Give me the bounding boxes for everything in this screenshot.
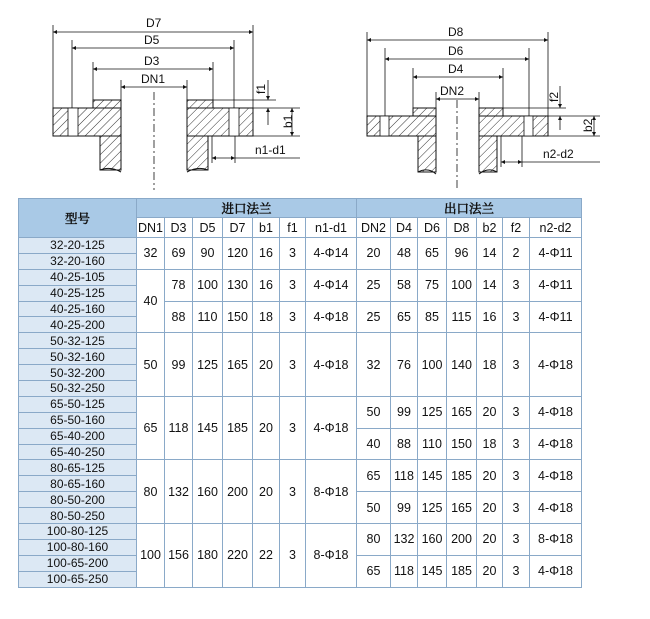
value-cell: 8-Φ18	[306, 524, 357, 588]
value-cell: 3	[503, 396, 530, 428]
model-cell: 100-80-160	[19, 539, 137, 555]
value-cell: 110	[193, 301, 223, 333]
value-cell: 4-Φ18	[306, 301, 357, 333]
value-cell: 3	[280, 396, 306, 460]
value-cell: 78	[165, 269, 193, 301]
model-cell: 65-50-160	[19, 412, 137, 428]
dim-label-d3: D3	[144, 54, 160, 68]
col-header: f2	[503, 218, 530, 238]
model-cell: 50-32-200	[19, 365, 137, 381]
value-cell: 2	[503, 238, 530, 270]
model-cell: 40-25-200	[19, 317, 137, 333]
value-cell: 48	[391, 238, 418, 270]
value-cell: 32	[137, 238, 165, 270]
value-cell: 185	[447, 460, 477, 492]
inlet-flange-header: 进口法兰	[137, 199, 357, 218]
value-cell: 20	[477, 492, 503, 524]
value-cell: 4-Φ18	[530, 428, 582, 460]
value-cell: 3	[503, 492, 530, 524]
value-cell: 4-Φ18	[306, 396, 357, 460]
value-cell: 8-Φ18	[306, 460, 357, 524]
dim-label-dn1: DN1	[141, 72, 166, 86]
value-cell: 16	[253, 238, 280, 270]
value-cell: 145	[418, 460, 447, 492]
value-cell: 99	[391, 492, 418, 524]
value-cell: 20	[357, 238, 391, 270]
value-cell: 20	[477, 396, 503, 428]
value-cell: 65	[391, 301, 418, 333]
value-cell: 40	[137, 269, 165, 333]
model-cell: 65-40-200	[19, 428, 137, 444]
col-header: DN2	[357, 218, 391, 238]
value-cell: 99	[165, 333, 193, 397]
col-header: f1	[280, 218, 306, 238]
value-cell: 4-Φ18	[306, 333, 357, 397]
value-cell: 200	[447, 524, 477, 556]
col-header: D5	[193, 218, 223, 238]
value-cell: 3	[280, 333, 306, 397]
model-cell: 80-65-160	[19, 476, 137, 492]
dim-label-d8: D8	[448, 25, 464, 39]
value-cell: 3	[503, 524, 530, 556]
value-cell: 8-Φ18	[530, 524, 582, 556]
value-cell: 20	[477, 524, 503, 556]
value-cell: 100	[447, 269, 477, 301]
model-cell: 100-65-250	[19, 571, 137, 587]
value-cell: 4-Φ14	[306, 269, 357, 301]
value-cell: 65	[357, 555, 391, 587]
model-cell: 50-32-125	[19, 333, 137, 349]
model-cell: 40-25-160	[19, 301, 137, 317]
value-cell: 115	[447, 301, 477, 333]
value-cell: 65	[418, 238, 447, 270]
value-cell: 165	[447, 492, 477, 524]
value-cell: 4-Φ18	[530, 555, 582, 587]
model-cell: 80-50-250	[19, 508, 137, 524]
value-cell: 4-Φ14	[306, 238, 357, 270]
value-cell: 156	[165, 524, 193, 588]
col-header: D7	[223, 218, 253, 238]
dim-label-f1: f1	[254, 83, 268, 94]
col-header: n1-d1	[306, 218, 357, 238]
value-cell: 145	[418, 555, 447, 587]
value-cell: 130	[223, 269, 253, 301]
model-cell: 80-65-125	[19, 460, 137, 476]
model-cell: 100-65-200	[19, 555, 137, 571]
value-cell: 100	[418, 333, 447, 397]
value-cell: 3	[280, 460, 306, 524]
value-cell: 3	[280, 524, 306, 588]
dim-label-d5: D5	[144, 33, 160, 47]
value-cell: 120	[223, 238, 253, 270]
col-header: b1	[253, 218, 280, 238]
value-cell: 3	[503, 460, 530, 492]
value-cell: 20	[253, 333, 280, 397]
col-header: D4	[391, 218, 418, 238]
value-cell: 4-Φ18	[530, 492, 582, 524]
value-cell: 200	[223, 460, 253, 524]
model-cell: 100-80-125	[19, 524, 137, 540]
value-cell: 65	[137, 396, 165, 460]
dim-label-n2-d2: n2-d2	[543, 147, 574, 161]
value-cell: 160	[193, 460, 223, 524]
value-cell: 80	[137, 460, 165, 524]
value-cell: 118	[391, 460, 418, 492]
col-header: D8	[447, 218, 477, 238]
value-cell: 4-Φ11	[530, 301, 582, 333]
value-cell: 3	[503, 333, 530, 397]
value-cell: 100	[193, 269, 223, 301]
value-cell: 150	[447, 428, 477, 460]
value-cell: 16	[477, 301, 503, 333]
value-cell: 50	[357, 492, 391, 524]
value-cell: 185	[447, 555, 477, 587]
value-cell: 75	[418, 269, 447, 301]
value-cell: 69	[165, 238, 193, 270]
dim-label-n1-d1: n1-d1	[255, 143, 286, 157]
model-cell: 32-20-125	[19, 238, 137, 254]
value-cell: 65	[357, 460, 391, 492]
value-cell: 165	[223, 333, 253, 397]
value-cell: 96	[447, 238, 477, 270]
value-cell: 18	[477, 428, 503, 460]
value-cell: 4-Φ18	[530, 333, 582, 397]
model-cell: 40-25-105	[19, 269, 137, 285]
model-cell: 50-32-160	[19, 349, 137, 365]
flange-spec-table	[18, 198, 582, 588]
col-header: D6	[418, 218, 447, 238]
value-cell: 160	[418, 524, 447, 556]
table-row	[19, 524, 582, 540]
model-cell: 32-20-160	[19, 253, 137, 269]
value-cell: 20	[253, 396, 280, 460]
value-cell: 76	[391, 333, 418, 397]
table-row	[19, 333, 582, 349]
col-header: n2-d2	[530, 218, 582, 238]
value-cell: 4-Φ18	[530, 396, 582, 428]
table-row	[19, 301, 582, 317]
model-cell: 50-32-250	[19, 381, 137, 397]
value-cell: 18	[477, 333, 503, 397]
table-row	[19, 460, 582, 476]
value-cell: 32	[357, 333, 391, 397]
value-cell: 4-Φ18	[530, 460, 582, 492]
col-header: b2	[477, 218, 503, 238]
dim-label-dn2: DN2	[440, 84, 465, 98]
dim-label-b2: b2	[581, 118, 595, 132]
value-cell: 125	[418, 396, 447, 428]
outlet-flange-drawing	[367, 25, 600, 190]
value-cell: 118	[391, 555, 418, 587]
value-cell: 22	[253, 524, 280, 588]
outlet-flange-header: 出口法兰	[357, 199, 582, 218]
dim-label-b1: b1	[281, 114, 295, 128]
model-cell: 65-40-250	[19, 444, 137, 460]
value-cell: 132	[165, 460, 193, 524]
value-cell: 132	[391, 524, 418, 556]
value-cell: 18	[253, 301, 280, 333]
value-cell: 185	[223, 396, 253, 460]
value-cell: 180	[193, 524, 223, 588]
value-cell: 150	[223, 301, 253, 333]
value-cell: 40	[357, 428, 391, 460]
value-cell: 25	[357, 301, 391, 333]
value-cell: 140	[447, 333, 477, 397]
value-cell: 85	[418, 301, 447, 333]
flange-drawings	[0, 0, 650, 195]
value-cell: 99	[391, 396, 418, 428]
model-cell: 80-50-200	[19, 492, 137, 508]
value-cell: 118	[165, 396, 193, 460]
model-cell: 65-50-125	[19, 396, 137, 412]
col-header: D3	[165, 218, 193, 238]
value-cell: 14	[477, 238, 503, 270]
value-cell: 58	[391, 269, 418, 301]
value-cell: 3	[280, 301, 306, 333]
value-cell: 16	[253, 269, 280, 301]
value-cell: 4-Φ11	[530, 238, 582, 270]
value-cell: 125	[193, 333, 223, 397]
value-cell: 165	[447, 396, 477, 428]
dim-label-d7: D7	[146, 16, 162, 30]
value-cell: 90	[193, 238, 223, 270]
value-cell: 20	[477, 460, 503, 492]
value-cell: 14	[477, 269, 503, 301]
value-cell: 25	[357, 269, 391, 301]
value-cell: 20	[477, 555, 503, 587]
value-cell: 50	[357, 396, 391, 428]
value-cell: 4-Φ11	[530, 269, 582, 301]
dim-label-d6: D6	[448, 44, 464, 58]
value-cell: 50	[137, 333, 165, 397]
value-cell: 3	[280, 238, 306, 270]
table-row	[19, 396, 582, 412]
value-cell: 3	[503, 301, 530, 333]
inlet-flange-drawing	[53, 16, 300, 190]
value-cell: 220	[223, 524, 253, 588]
value-cell: 145	[193, 396, 223, 460]
value-cell: 110	[418, 428, 447, 460]
value-cell: 20	[253, 460, 280, 524]
model-header: 型号	[19, 199, 137, 238]
table-row	[19, 238, 582, 254]
value-cell: 100	[137, 524, 165, 588]
value-cell: 3	[280, 269, 306, 301]
value-cell: 88	[165, 301, 193, 333]
value-cell: 3	[503, 555, 530, 587]
value-cell: 125	[418, 492, 447, 524]
value-cell: 80	[357, 524, 391, 556]
model-cell: 40-25-125	[19, 285, 137, 301]
value-cell: 88	[391, 428, 418, 460]
value-cell: 3	[503, 428, 530, 460]
col-header: DN1	[137, 218, 165, 238]
value-cell: 3	[503, 269, 530, 301]
table-row	[19, 269, 582, 285]
dim-label-f2: f2	[547, 91, 561, 102]
dim-label-d4: D4	[448, 62, 464, 76]
